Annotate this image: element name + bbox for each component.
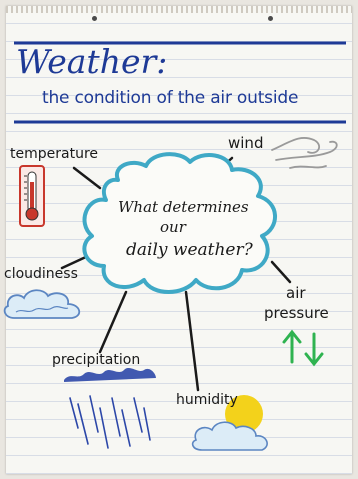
label-precipitation: precipitation (52, 352, 141, 368)
label-cloudiness: cloudiness (4, 266, 78, 282)
label-temperature: temperature (10, 146, 98, 162)
label-wind: wind (228, 134, 264, 152)
center-question-line1: What determines (118, 198, 249, 216)
label-pressure: pressure (264, 304, 329, 322)
connector-temperature (74, 168, 100, 188)
page-subtitle: the condition of the air outside (42, 88, 299, 108)
connector-precipitation (100, 292, 126, 352)
wind-icon (272, 138, 337, 168)
thermometer-icon (20, 166, 44, 226)
page-title: Weather: (16, 42, 168, 81)
pressure-arrows-icon (284, 332, 322, 364)
center-question-line2: our (160, 218, 186, 236)
label-air: air (286, 284, 306, 302)
cloud-icon (5, 290, 80, 318)
rain-icon (64, 368, 156, 448)
center-question-line3: daily weather? (126, 240, 253, 260)
connector-air-pressure (272, 262, 290, 282)
connector-humidity (186, 292, 198, 390)
label-humidity: humidity (176, 392, 238, 408)
